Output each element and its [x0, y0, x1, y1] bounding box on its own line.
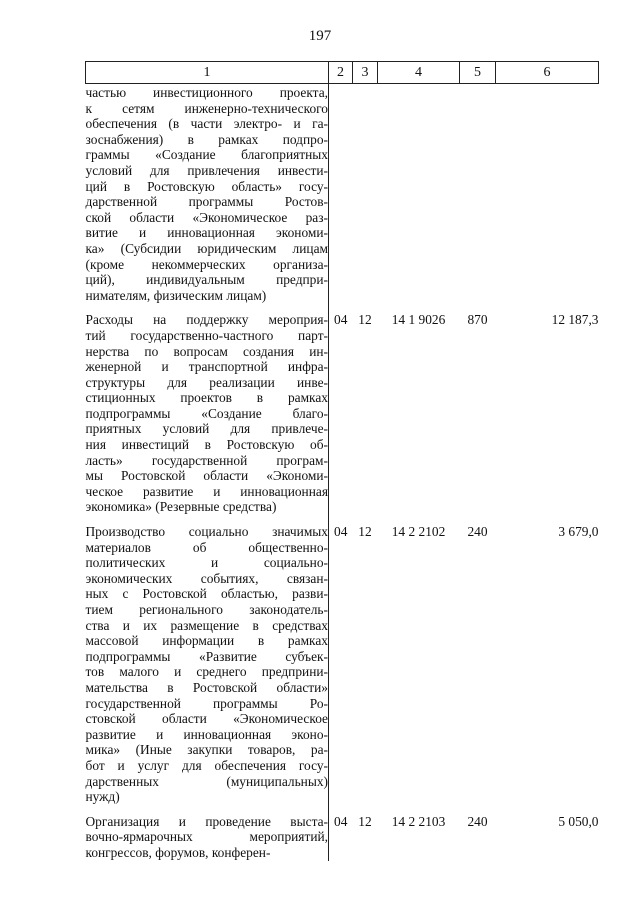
description-line: ской области «Экономическое раз-	[85, 209, 328, 225]
description-line: Организация и проведение выста-	[85, 813, 328, 829]
column-header-1: 1	[86, 62, 329, 84]
table-row	[86, 515, 599, 805]
description-line: женерной и транспортной инфра-	[85, 359, 328, 375]
column-header-4: 4	[378, 62, 460, 84]
description-line: тий государственно-частного парт-	[85, 327, 328, 343]
description-line: вочно-ярмарочных мероприятий,	[85, 829, 328, 845]
description-line: тов малого и среднего предприни-	[85, 664, 328, 680]
budget-table	[85, 61, 599, 861]
subsection-code: 12	[358, 813, 372, 829]
amount: 5 050,0	[558, 813, 599, 829]
description-line: развитие и инновационная эконо-	[85, 726, 328, 742]
expense-type-code	[460, 84, 496, 304]
expense-type-code: 240	[467, 524, 488, 540]
page-number: 197	[308, 28, 332, 44]
description-line: ных с Ростовской областью, разви-	[85, 586, 328, 602]
section-code: 04	[334, 312, 348, 328]
description-line: подпрограммы «Создание благо-	[85, 405, 328, 421]
description-line: государственной программы Ро-	[85, 695, 328, 711]
section-code: 04	[334, 813, 348, 829]
column-header-3: 3	[353, 62, 378, 84]
expense-type-code: 870	[467, 312, 488, 328]
description-line: структуры для реализации инве-	[85, 374, 328, 390]
amount	[496, 84, 599, 304]
description-line: стиционных проектов в рамках	[85, 390, 328, 406]
description-line: нерства по вопросам создания ин-	[85, 343, 328, 359]
description-line: политических и социально-	[85, 555, 328, 571]
description-line: ций в Ростовскую область» госу-	[85, 178, 328, 194]
target-article-code: 14 1 9026	[391, 312, 446, 328]
table-header	[86, 62, 599, 84]
section-code	[329, 84, 353, 304]
subsection-code	[353, 84, 378, 304]
description-line: стовской области «Экономическое	[85, 711, 328, 727]
description-line: тием регионального законодатель-	[85, 602, 328, 617]
target-article-code: 14 2 2103	[391, 813, 446, 829]
column-header-6: 6	[496, 62, 599, 84]
description-line: ния инвестиций в Ростовскую об-	[85, 437, 328, 453]
description-line: экономика» (Резервные средства)	[85, 499, 277, 515]
row-description	[86, 515, 329, 805]
table-body	[86, 84, 599, 861]
description-line: мы Ростовской области «Экономи-	[85, 468, 328, 484]
row-description	[86, 805, 329, 861]
target-article-code: 14 2 2102	[391, 524, 446, 540]
description-line: приятных условий для привлече-	[85, 421, 328, 437]
description-line: мательства в Ростовской области»	[85, 679, 328, 695]
description-line: конгрессов, форумов, конферен-	[85, 844, 271, 860]
description-line: Расходы на поддержку мероприя-	[85, 312, 328, 328]
description-line: ческое развитие и инновационная	[85, 483, 328, 499]
description-line: ства и их размещение в средствах	[85, 617, 328, 633]
amount: 12 187,3	[551, 312, 599, 328]
expense-type-code: 240	[467, 813, 488, 829]
description-line: (кроме некоммерческих организа-	[85, 256, 328, 272]
table-row	[86, 805, 599, 861]
section-code: 04	[334, 524, 348, 540]
table-row	[86, 303, 599, 515]
description-line: условий для привлечения инвести-	[85, 162, 328, 178]
description-line: дарственной программы Ростов-	[85, 194, 328, 210]
description-line: нимателям, физическим лицам)	[85, 287, 267, 303]
description-line: Производство социально значимых	[85, 524, 328, 540]
description-line: нужд)	[85, 789, 120, 805]
description-line: граммы «Создание благоприятных	[85, 147, 328, 163]
description-line: ка» (Субсидии юридическим лицам	[85, 240, 328, 256]
description-line: бот и услуг для обеспечения госу-	[85, 757, 328, 773]
description-line: ций), индивидуальным предпри-	[85, 272, 328, 288]
table-row	[86, 84, 599, 304]
subsection-code: 12	[358, 524, 372, 540]
description-line: экономических событиях, связан-	[85, 570, 328, 586]
description-line: мика» (Иные закупки товаров, ра-	[85, 742, 328, 758]
description-line: материалов об общественно-	[85, 539, 328, 555]
description-line: массовой информации в рамках	[85, 633, 328, 649]
subsection-code: 12	[358, 312, 372, 328]
row-description	[86, 84, 329, 304]
description-line: обеспечения (в части электро- и га-	[85, 116, 328, 132]
amount: 3 679,0	[558, 524, 599, 540]
description-line: к сетям инженерно-технического	[85, 100, 328, 116]
column-header-5: 5	[460, 62, 496, 84]
target-article-code	[378, 84, 460, 304]
description-line: частью инвестиционного проекта,	[85, 85, 328, 100]
description-line: дарственных (муниципальных)	[85, 773, 328, 789]
column-header-2: 2	[329, 62, 353, 84]
row-description	[86, 303, 329, 515]
description-line: витие и инновационная экономи-	[85, 225, 328, 241]
description-line: ласть» государственной програм-	[85, 452, 328, 468]
description-line: зоснабжения) в рамках подпро-	[85, 131, 328, 147]
description-line: подпрограммы «Развитие субъек-	[85, 648, 328, 664]
